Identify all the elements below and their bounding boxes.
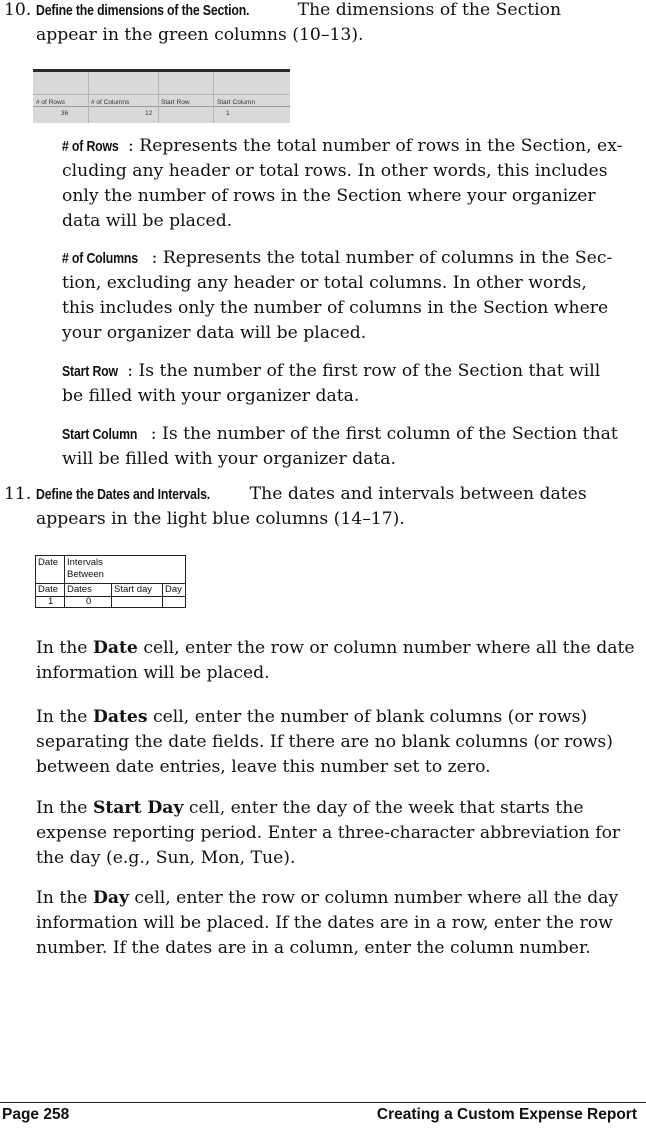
para-start-day <box>36 796 642 871</box>
para-text: separating the date fields. If there are no blank columns (or rows) <box>36 732 613 752</box>
cell-value: 0 <box>86 596 92 607</box>
footer-rule <box>0 1102 646 1103</box>
para-text: cell, enter the row or column number where all the day <box>128 888 619 908</box>
para-term: Date <box>92 638 138 658</box>
para-text: cell, enter the number of blank columns (or rows) <box>147 707 588 727</box>
term-start-row: Start Row <box>62 363 118 380</box>
col-header: Start day <box>114 584 153 595</box>
cell-value: 1 <box>48 596 54 607</box>
para-text: cell, enter the row or column number where all the date <box>137 638 635 658</box>
item-10-line-2: appear in the green columns (10–13). <box>36 25 364 45</box>
section-dimensions-table <box>33 69 290 123</box>
definition-text: : Represents the total number of columns in the Sec- <box>151 248 613 268</box>
table-label: Between <box>67 569 104 580</box>
item-10-number: 10. <box>4 0 32 20</box>
definition-text: : Is the number of the first row of the Section that will <box>127 361 601 381</box>
para-text: between date entries, leave this number set to zero. <box>36 757 491 777</box>
para-term: Dates <box>92 707 148 727</box>
para-text: expense reporting period. Enter a three-character abbreviation for <box>36 823 621 843</box>
item-10-text: The dimensions of the Section <box>297 0 562 20</box>
item-11-number: 11. <box>4 484 32 504</box>
definition-columns <box>62 246 646 346</box>
para-date <box>36 636 642 686</box>
cell-value: 36 <box>61 110 69 117</box>
para-dates <box>36 705 642 780</box>
para-text: the day (e.g., Sun, Mon, Tue). <box>36 848 296 868</box>
para-term: Day <box>92 888 129 908</box>
col-header: Start Column <box>217 99 255 106</box>
para-text: number. If the dates are in a column, enter the column number. <box>36 938 591 958</box>
definition-text: your organizer data will be placed. <box>62 323 367 343</box>
table-label: Intervals <box>67 557 103 568</box>
item-11-line-1 <box>36 482 642 507</box>
para-text: information will be placed. If the dates are in a row, enter the row <box>36 913 613 933</box>
definition-text: this includes only the number of columns in the Section where <box>62 298 609 318</box>
para-text: In the <box>36 798 93 818</box>
term-rows: # of Rows <box>62 138 119 155</box>
definition-text: cluding any header or total rows. In other words, this includes <box>62 161 608 181</box>
para-text: information will be placed. <box>36 663 270 683</box>
page-number: Page 258 <box>2 1106 70 1123</box>
definition-text: only the number of rows in the Section where your organizer <box>62 186 596 206</box>
definition-text: will be filled with your organizer data. <box>62 449 397 469</box>
definition-text: data will be placed. <box>62 211 233 231</box>
item-10-heading: Define the dimensions of the Section. <box>36 2 250 19</box>
definition-start-column <box>62 422 646 472</box>
definition-text: : Is the number of the first column of the Section that <box>150 424 618 444</box>
definition-text: : Represents the total number of rows in the Section, ex- <box>128 136 623 156</box>
term-start-column: Start Column <box>62 426 138 443</box>
col-header: # of Columns <box>91 99 130 106</box>
cell-value: 12 <box>145 110 153 117</box>
item-11-heading: Define the Dates and Intervals. <box>36 486 211 503</box>
term-columns: # of Columns <box>62 250 138 267</box>
item-10-line-1 <box>36 0 642 23</box>
col-header: Day <box>165 584 182 595</box>
para-text: In the <box>36 888 93 908</box>
chapter-title: Creating a Custom Expense Report <box>376 1106 637 1123</box>
para-day <box>36 886 642 961</box>
dates-intervals-table <box>35 555 186 608</box>
col-header: Date <box>38 584 59 595</box>
table-label: Date <box>38 557 59 568</box>
item-11-text: The dates and intervals between dates <box>249 484 587 504</box>
col-header: # of Rows <box>36 99 65 106</box>
col-header: Dates <box>67 584 92 595</box>
definition-text: tion, excluding any header or total columns. In other words, <box>62 273 587 293</box>
cell-value: 1 <box>226 110 230 117</box>
item-11-line-2: appears in the light blue columns (14–17). <box>36 509 405 529</box>
definition-text: be filled with your organizer data. <box>62 386 360 406</box>
col-header: Start Row <box>161 99 190 106</box>
para-term: Start Day <box>92 798 184 818</box>
para-text: In the <box>36 707 93 727</box>
para-text: In the <box>36 638 93 658</box>
definition-rows <box>62 134 646 234</box>
definition-start-row <box>62 359 646 409</box>
para-text: cell, enter the day of the week that starts the <box>183 798 584 818</box>
